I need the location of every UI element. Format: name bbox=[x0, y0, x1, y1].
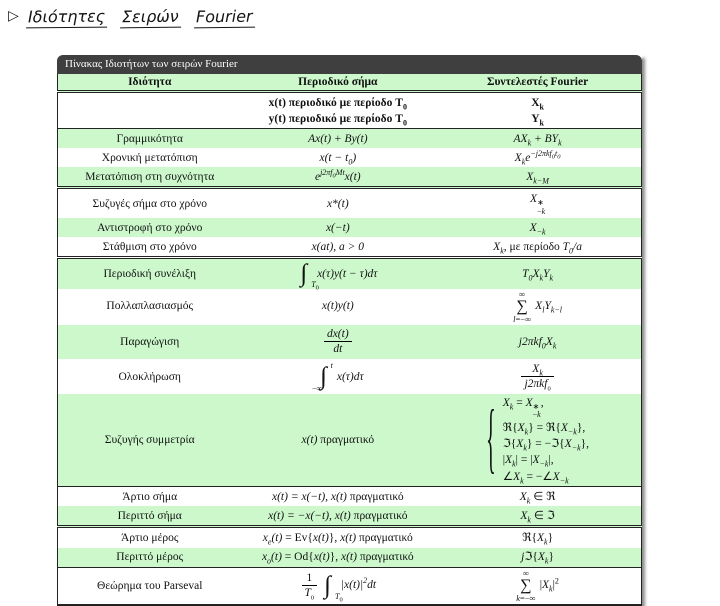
coefficient-cell: $X_ke^{-j2\pi kf_0t_0}$ bbox=[434, 148, 641, 167]
property-cell: Συζυγές σήμα στο χρόνο bbox=[58, 188, 242, 218]
coefficient-cell: $X_k$ $Y_k$ bbox=[434, 92, 641, 129]
coefficient-cell: $X_k$, με περίοδο $T_0/a$ bbox=[434, 237, 641, 258]
coefficient-cell: $\frac{X_k}{j2\pi kf_0}$ bbox=[434, 359, 641, 394]
table-row bbox=[58, 167, 642, 188]
fourier-table-body bbox=[58, 92, 642, 605]
fourier-properties-table bbox=[57, 55, 642, 606]
coefficient-cell: $jℑ\{X_k\}$ bbox=[434, 548, 641, 568]
property-cell bbox=[58, 92, 242, 129]
table-row bbox=[58, 359, 642, 394]
coefficient-cell: $ℜ\{X_k\}$ bbox=[434, 527, 641, 548]
table-row bbox=[58, 129, 642, 149]
property-cell: Άρτιο μέρος bbox=[58, 527, 242, 548]
handwritten-title bbox=[8, 7, 254, 28]
table-row bbox=[58, 289, 642, 325]
coefficient-cell: X ∗ −k bbox=[434, 188, 641, 218]
coefficient-cell: ∞ ∑ l=−∞ $X_lY_{k-l}$ bbox=[434, 289, 641, 325]
signal-cell: x(−t) bbox=[241, 218, 434, 237]
handwritten-word-fourier: Fourier bbox=[194, 7, 255, 29]
property-cell: Θεώρημα του Parseval bbox=[58, 567, 242, 605]
signal-cell: t ∫ −∞ x(τ)dτ bbox=[241, 359, 434, 394]
table-row bbox=[58, 527, 642, 548]
table-title: Πίνακας Ιδιοτήτων των σειρών Fourier bbox=[65, 58, 238, 70]
signal-cell: x(at), a > 0 bbox=[241, 237, 434, 258]
signal-cell: x(t) = −x(−t), x(t) πραγματικό bbox=[241, 506, 434, 527]
table-row bbox=[58, 258, 642, 289]
table-row bbox=[58, 487, 642, 507]
table-row bbox=[58, 92, 642, 129]
triangle-bullet-icon: ▷ bbox=[8, 8, 19, 24]
handwritten-word-seiron: Σειρών bbox=[120, 7, 181, 29]
signal-cell: $\frac{1}{T_0}$ ∫ $T_0$ $|x(t)|^2dt$ bbox=[241, 567, 434, 605]
signal-cell: x(t) πραγματικό bbox=[241, 394, 434, 487]
property-cell: Μετατόπιση στη συχνότητα bbox=[58, 167, 242, 188]
property-cell: Περιοδική συνέλιξη bbox=[58, 258, 242, 289]
signal-cell: $x_o(t) = Od\{x(t)\}$, x(t) πραγματικό bbox=[241, 548, 434, 568]
table-row bbox=[58, 567, 642, 605]
table-row bbox=[58, 394, 642, 487]
coefficient-cell: $X_{-k}$ bbox=[434, 218, 641, 237]
table-row bbox=[58, 506, 642, 527]
col-header-property: Ιδιότητα bbox=[58, 74, 242, 92]
property-cell: Στάθμιση στο χρόνο bbox=[58, 237, 242, 258]
property-cell: Περιττό σήμα bbox=[58, 506, 242, 527]
coefficient-cell: { $X_k = X$ ∗ −k , $ℜ\{X_k\}$ = $ℜ\{X_{-k}\}$, $ℑ\{X_k\}$ = $-ℑ\{X_{-k}\}$, $|X_k| = |X_{-k}|$, $\angle X_k$ = $-\angle X_{-k}$ bbox=[434, 394, 641, 487]
signal-cell: x(t)y(t) bbox=[241, 289, 434, 325]
signal-cell: ∫ $T_0$ x(τ)y(t − τ)dτ bbox=[241, 258, 434, 289]
col-header-signal: Περιοδικό σήμα bbox=[241, 74, 434, 92]
header-row bbox=[58, 74, 642, 92]
coefficient-cell: $X_{k-M}$ bbox=[434, 167, 641, 188]
coefficient-cell: $j2\pi kf_0X_k$ bbox=[434, 325, 641, 360]
property-cell: Άρτιο σήμα bbox=[58, 487, 242, 507]
signal-cell: $x_e(t) = Ev\{x(t)\}$, x(t) πραγματικό bbox=[241, 527, 434, 548]
table-row bbox=[58, 218, 642, 237]
coefficient-cell: $AX_k + BY_k$ bbox=[434, 129, 641, 149]
property-cell: Χρονική μετατόπιση bbox=[58, 148, 242, 167]
signal-cell: x(t) περιοδικό με περίοδο $T_0$ y(t) περιοδικό με περίοδο $T_0$ bbox=[241, 92, 434, 129]
signal-cell: x*(t) bbox=[241, 188, 434, 218]
fourier-table bbox=[57, 74, 642, 606]
signal-cell: $e^{j2\pi f_0Mt}x(t)$ bbox=[241, 167, 434, 188]
coefficient-cell: ∞ ∑ k=−∞ $|X_k|^2$ bbox=[434, 567, 641, 605]
signal-cell: $\frac{dx(t)}{dt}$ bbox=[241, 325, 434, 360]
table-row bbox=[58, 237, 642, 258]
table-row bbox=[58, 325, 642, 360]
table-row bbox=[58, 148, 642, 167]
signal-cell: x(t) = x(−t), x(t) πραγματικό bbox=[241, 487, 434, 507]
signal-cell: Ax(t) + By(t) bbox=[241, 129, 434, 149]
property-cell: Αντιστροφή στο χρόνο bbox=[58, 218, 242, 237]
property-cell: Περιττό μέρος bbox=[58, 548, 242, 568]
coefficient-cell: $X_k$ ∈ ℑ bbox=[434, 506, 641, 527]
table-row bbox=[58, 548, 642, 568]
coefficient-cell: $X_k$ ∈ ℜ bbox=[434, 487, 641, 507]
property-cell: Γραμμικότητα bbox=[58, 129, 242, 149]
property-cell: Ολοκλήρωση bbox=[58, 359, 242, 394]
handwritten-word-idiotites: Ιδιότητες bbox=[26, 7, 107, 29]
signal-cell: $x(t - t_0)$ bbox=[241, 148, 434, 167]
property-cell: Συζυγής συμμετρία bbox=[58, 394, 242, 487]
coefficient-cell: $T_0X_kY_k$ bbox=[434, 258, 641, 289]
col-header-coefficients: Συντελεστές Fourier bbox=[434, 74, 641, 92]
property-cell: Πολλαπλασιασμός bbox=[58, 289, 242, 325]
property-cell: Παραγώγιση bbox=[58, 325, 242, 360]
table-title-bar bbox=[57, 55, 642, 74]
table-row bbox=[58, 188, 642, 218]
